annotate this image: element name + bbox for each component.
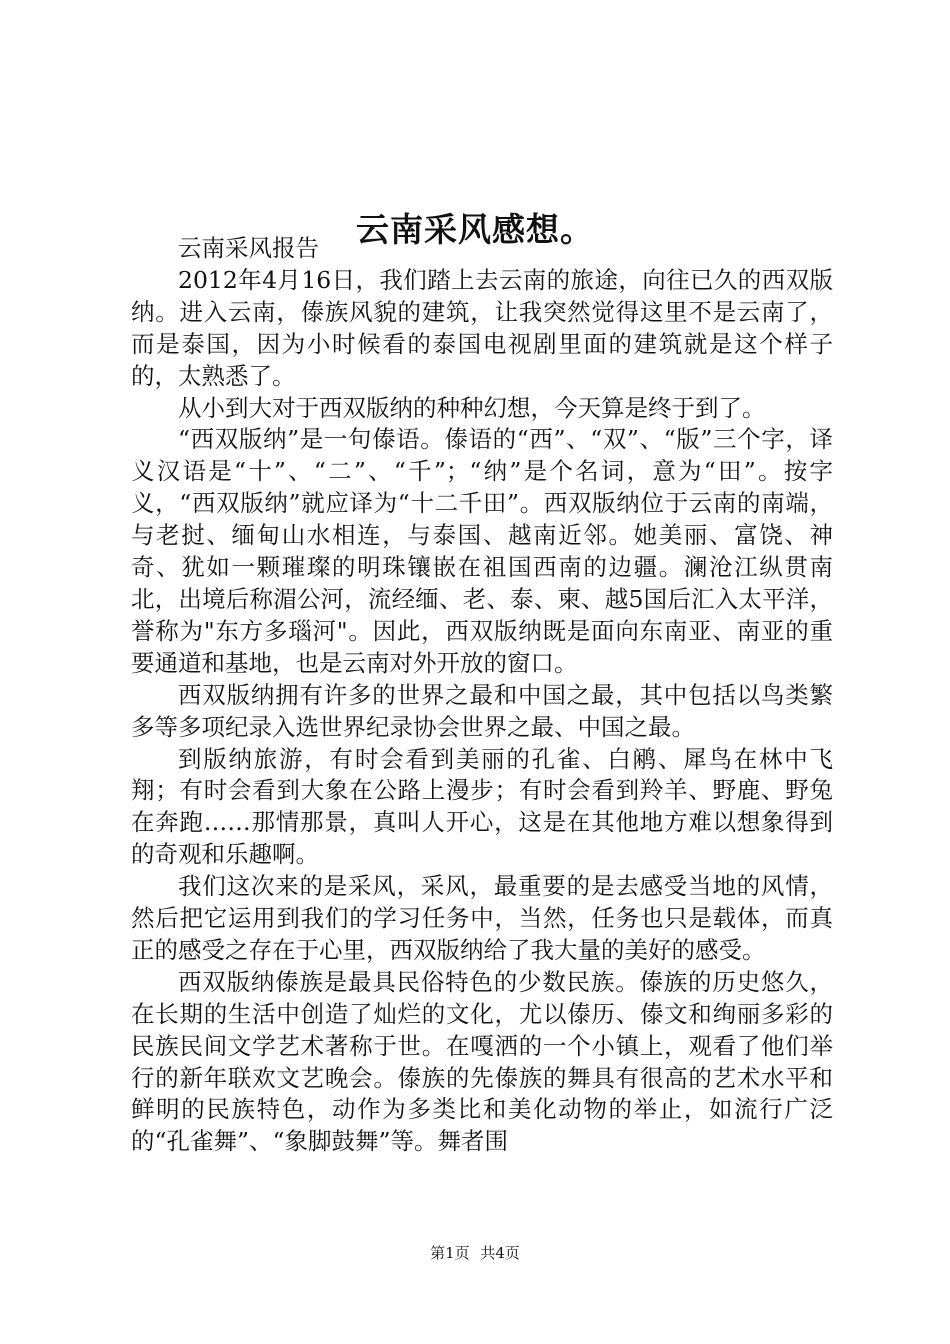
paragraph: “西双版纳”是一句傣语。傣语的“西”、“双”、“版”三个字，译义汉语是“十”、“二”、“千”；“纳”是个名词，意为“田”。按字义，“西双版纳”就应译为“十二千田”。西双版纳位于云南的南端，与老挝、缅甸山水相连，与泰国、越南近邻。她美丽、富饶、神奇、犹如一颗璀璨的明珠镶嵌在祖国西南的边疆。澜沧江纵贯南北，出境后称湄公河，流经缅、老、泰、柬、越5国后汇入太平洋，誉称为"东方多瑙河"。因此，西双版纳既是面向东南亚、南亚的重要通道和基地，也是云南对外开放的窗口。 bbox=[131, 425, 833, 677]
page-total: 共4页 bbox=[480, 1244, 520, 1262]
paragraph: 西双版纳拥有许多的世界之最和中国之最，其中包括以鸟类繁多等多项纪录入选世界纪录协会世界之最、中国之最。 bbox=[131, 680, 833, 741]
paragraph-subtitle: 云南采风报告 bbox=[178, 234, 319, 262]
paragraph: 从小到大对于西双版纳的种种幻想，今天算是终于到了。 bbox=[178, 393, 766, 422]
paragraph: 2012年4月16日，我们踏上去云南的旅途，向往已久的西双版纳。进入云南，傣族风貌的建筑，让我突然觉得这里不是云南了，而是泰国，因为小时候看的泰国电视剧里面的建筑就是这个样子的，太熟悉了。 bbox=[131, 265, 833, 390]
page-footer bbox=[0, 1243, 950, 1263]
paragraph: 到版纳旅游，有时会看到美丽的孔雀、白鹇、犀鸟在林中飞翔；有时会看到大象在公路上漫步；有时会看到羚羊、野鹿、野兔在奔跑……那情那景，真叫人开心，这是在其他地方难以想象得到的奇观和乐趣啊。 bbox=[131, 744, 833, 869]
paragraph: 我们这次来的是采风，采风，最重要的是去感受当地的风情，然后把它运用到我们的学习任务中，当然，任务也只是载体，而真正的感受之存在于心里，西双版纳给了我大量的美好的感受。 bbox=[131, 872, 833, 964]
document-title: 云南采风感想。 bbox=[356, 210, 594, 250]
page-number: 第1页 bbox=[430, 1244, 470, 1262]
document-body bbox=[131, 233, 833, 1158]
paragraph: 西双版纳傣族是最具民俗特色的少数民族。傣族的历史悠久，在长期的生活中创造了灿烂的文化，尤以傣历、傣文和绚丽多彩的民族民间文学艺术著称于世。在嘎洒的一个小镇上，观看了他们举行的新年联欢文艺晚会。傣族的先傣族的舞具有很高的艺术水平和鲜明的民族特色，动作为多类比和美化动物的举止，如流行广泛的“孔雀舞”、“象脚鼓舞”等。舞者围 bbox=[131, 967, 833, 1156]
